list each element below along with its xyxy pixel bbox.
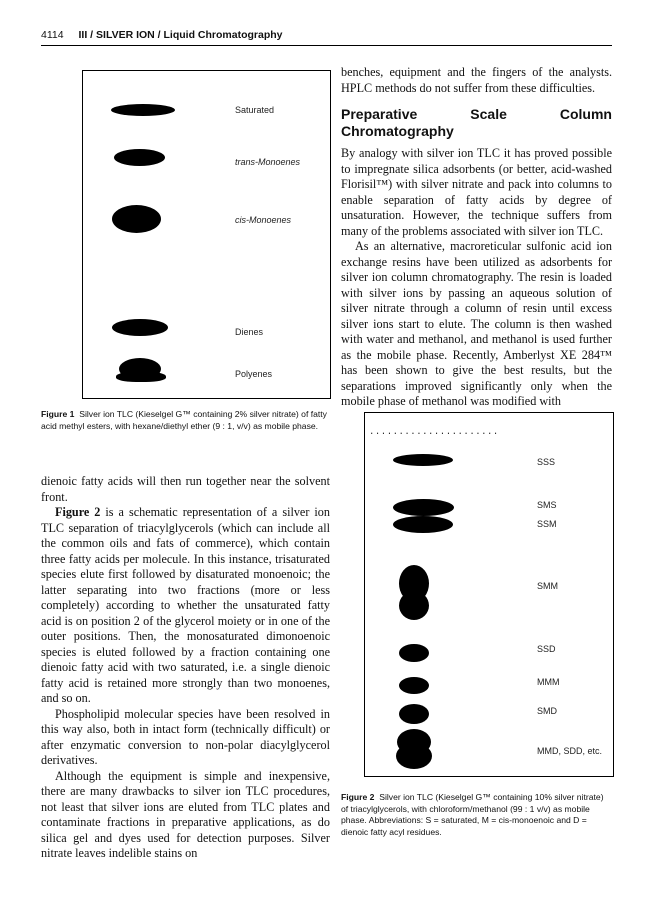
figure2-spot-mmd-lower [396, 743, 432, 769]
figure2-spot-ssm [393, 516, 453, 533]
left-paragraph-3: Phospholipid molecular species have been resolved in this way also, both in intact form (technically difficult) or after enzymatic conversion to non-polar diacylglycerol derivatives. [41, 706, 330, 767]
figure1-spot-dienes [112, 319, 168, 336]
figure2-spot-sss [393, 454, 453, 466]
figure2-spot-smd [399, 704, 429, 724]
figure1-caption-text: Silver ion TLC (Kieselgel G™ containing 2% silver nitrate) of fatty acid methyl esters, with hexane/diethyl ether (9 : 1, v/v) as mobile phase. [41, 409, 327, 431]
figure2-label-mmd-sdd: MMD, SDD, etc. [537, 746, 603, 756]
right-paragraph-2: As an alternative, macroreticular sulfonic acid ion exchange resins have been utilized as adsorbents for silver ion column chromatography. The resin is loaded with silver ions by passing an aqueous solution of silver nitrate through a column of resin until excess silver ions start to elute. The column is then washed with water and methanol, and methanol is used further as the mobile phase. Recently, Amberlyst XE 284™ has been shown to give the best results, but the separations improved significantly only when the mobile phase of methanol was modified with [341, 239, 612, 408]
figure1-caption-label: Figure 1 [41, 409, 75, 419]
figure1-spot-saturated [111, 104, 175, 116]
figure2-caption-label: Figure 2 [341, 792, 375, 802]
figure2-caption [341, 792, 612, 838]
page-number: 4114 [41, 29, 64, 41]
section-heading: Preparative Scale Column Chromatography [341, 106, 612, 139]
header-rule [41, 45, 612, 46]
figure2-label-smm: SMM [537, 581, 558, 591]
figure1-caption [41, 409, 330, 432]
figure2-caption-text: Silver ion TLC (Kieselgel G™ containing 10% silver nitrate) of triacylglycerols, with chloroform/methanol (99 : 1 v/v) as mobile phase. Abbreviations: S = saturated, M = cis-monoenoic and D = dienoic fatty acyl residues. [341, 792, 604, 837]
figure2-label-ssm: SSM [537, 519, 557, 529]
figure2-spot-sms [393, 499, 454, 516]
figure2-label-sms: SMS [537, 500, 557, 510]
running-header [41, 29, 611, 43]
right-column [341, 65, 612, 410]
left-paragraph-1: dienoic fatty acids will then run together near the solvent front. [41, 474, 330, 504]
figure1-label-cis-monoenes: cis-Monoenes [235, 215, 292, 225]
figure1-label-trans-monoenes: trans-Monoenes [235, 157, 301, 167]
right-paragraph-1: By analogy with silver ion TLC it has proved possible to impregnate silica adsorbents (or better, acid-washed Florisil™) with silver nitrate and pack into columns to enable separation of fatty acids by degree of unsaturation. However, the technique suffers from many of the problems associated with silver ion TLC. [341, 146, 612, 238]
left-paragraph-2 [41, 505, 330, 707]
figure1-label-dienes: Dienes [235, 327, 264, 337]
right-paragraph-0: benches, equipment and the fingers of the analysts. HPLC methods do not suffer from these difficulties. [341, 65, 612, 95]
figure2-spot-smm-lower [399, 591, 429, 620]
left-paragraph-4: Although the equipment is simple and inexpensive, there are many drawbacks to silver ion TLC procedures, not least that silver ions are eluted from TLC plates and contaminate fractions in preparative applications, as do silica gel and dyes used for detection purposes. Silver nitrate leaves indelible stains on [41, 768, 330, 860]
figure1-label-polyenes: Polyenes [235, 369, 273, 379]
figure2-label-ssd: SSD [537, 644, 556, 654]
figure1-spot-cis-monoenes [112, 205, 161, 233]
figure2-origin-line: ...................... [369, 427, 499, 437]
figure2-spot-mmm [399, 677, 429, 694]
figure2-reference: Figure 2 [55, 505, 101, 519]
figure2-label-mmm: MMM [537, 677, 560, 687]
figure2-label-sss: SSS [537, 457, 556, 467]
left-column [41, 474, 330, 862]
left-paragraph-2-text: is a schematic representation of a silver ion TLC separation of triacylglycerols (which can include all the common oils and fats of commerce), which contain three fatty acids per molecule. In this instance, trisaturated species elute first followed by disaturated monoenoic; the latter separating into two fractions (more or less completely) according to whether the unsaturated fatty acid is on position 2 of the glycerol moiety or in one of the outer positions. Then, the monosaturated dimonoenoic species is eluted followed by a fraction containing one dienoic fatty acid with two saturated, i.e. a single dienoic fatty acid is retained more strongly than two monoenes, and so on. [41, 505, 330, 705]
figure2-label-smd: SMD [537, 706, 557, 716]
figure1-label-saturated: Saturated [235, 105, 275, 115]
figure1-plate [82, 70, 331, 399]
figure1-spot-trans-monoenes [114, 149, 165, 166]
running-title: III / SILVER ION / Liquid Chromatography [78, 29, 283, 41]
figure2-spot-ssd [399, 644, 429, 662]
figure2-plate [364, 412, 614, 777]
figure1-spot-polyenes-base [116, 371, 166, 382]
